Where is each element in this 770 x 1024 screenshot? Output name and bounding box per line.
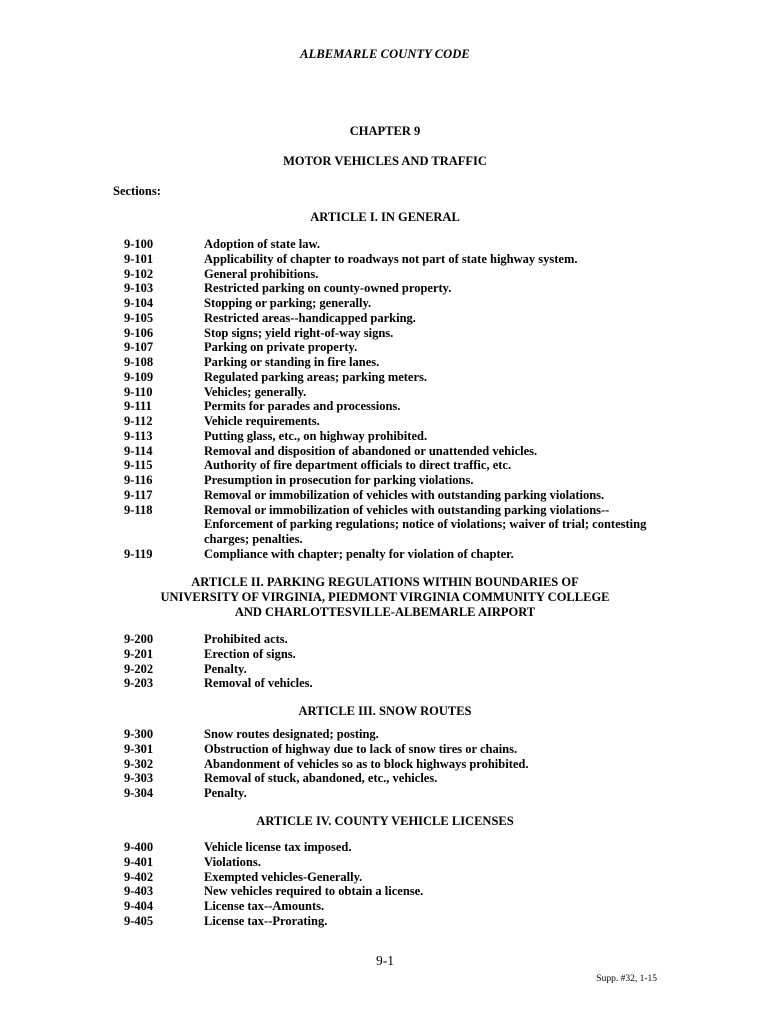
section-number: 9-403 — [124, 884, 154, 899]
section-number: 9-400 — [124, 840, 154, 854]
section-number: 9-202 — [124, 661, 154, 676]
section-entry — [124, 840, 664, 855]
section-entry — [124, 311, 664, 326]
section-title: Regulated parking areas; parking meters. — [204, 369, 428, 384]
section-title: Authority of fire department officials to direct traffic, etc. — [204, 458, 512, 473]
section-number: 9-304 — [124, 786, 154, 800]
section-title: Vehicle requirements. — [204, 414, 320, 428]
section-title: Removal or immobilization of vehicles with outstanding parking violations-- — [204, 502, 610, 517]
section-number: 9-200 — [124, 632, 154, 646]
section-title: Removal of vehicles. — [204, 676, 313, 691]
supplement-note: Supp. #32, 1-15 — [596, 974, 657, 984]
section-entry — [124, 757, 664, 772]
chapter-title: MOTOR VEHICLES AND TRAFFIC — [283, 154, 487, 168]
section-number: 9-114 — [124, 443, 153, 458]
section-entry — [124, 237, 664, 252]
article-heading-line: AND CHARLOTTESVILLE-ALBEMARLE AIRPORT — [234, 605, 536, 619]
section-entry — [124, 855, 664, 870]
section-title: Vehicle license tax imposed. — [204, 840, 352, 854]
section-title: Parking or standing in fire lanes. — [204, 355, 380, 369]
section-number: 9-101 — [124, 251, 154, 266]
section-title: Vehicles; generally. — [204, 384, 307, 399]
section-number: 9-113 — [124, 428, 153, 443]
section-number: 9-104 — [124, 296, 154, 310]
section-number: 9-203 — [124, 676, 154, 691]
section-number: 9-300 — [124, 727, 154, 741]
section-entry — [124, 914, 664, 929]
section-title: Putting glass, etc., on highway prohibited. — [204, 428, 428, 443]
section-entry — [124, 429, 664, 444]
section-number: 9-107 — [124, 340, 154, 355]
section-number: 9-303 — [124, 771, 154, 786]
section-entry — [124, 340, 664, 355]
section-title: License tax--Prorating. — [204, 913, 328, 928]
section-number: 9-405 — [124, 913, 154, 928]
running-header: ALBEMARLE COUNTY CODE — [300, 47, 470, 61]
section-list — [124, 840, 664, 929]
article-heading — [0, 814, 770, 829]
section-title: License tax--Amounts. — [204, 899, 325, 913]
article-heading — [0, 575, 770, 620]
section-title: Restricted parking on county-owned property. — [204, 281, 452, 296]
section-entry — [124, 676, 664, 691]
section-title: Removal and disposition of abandoned or unattended vehicles. — [204, 443, 538, 458]
section-entry — [124, 444, 664, 459]
section-title: Erection of signs. — [204, 646, 296, 661]
section-entry — [124, 771, 664, 786]
section-title: Obstruction of highway due to lack of snow tires or chains. — [204, 741, 518, 756]
section-title: General prohibitions. — [204, 266, 319, 281]
section-title: Restricted areas--handicapped parking. — [204, 310, 416, 325]
section-entry — [124, 870, 664, 885]
article-heading-line: ARTICLE II. PARKING REGULATIONS WITHIN BOUNDARIES OF — [191, 575, 579, 589]
section-title: Compliance with chapter; penalty for violation of chapter. — [204, 546, 514, 561]
section-entry — [124, 662, 664, 677]
section-title: Stop signs; yield right-of-way signs. — [204, 325, 394, 340]
section-entry — [124, 786, 664, 801]
section-number: 9-118 — [124, 502, 153, 517]
article-heading-line: ARTICLE I. IN GENERAL — [310, 210, 460, 224]
section-entry — [124, 326, 664, 341]
section-entry — [124, 884, 664, 899]
section-number: 9-108 — [124, 355, 154, 369]
section-number: 9-109 — [124, 369, 154, 384]
section-title: Exempted vehicles-Generally. — [204, 869, 363, 884]
section-entry — [124, 503, 664, 518]
section-entry — [124, 632, 664, 647]
section-list — [124, 632, 664, 691]
section-number: 9-301 — [124, 741, 154, 756]
section-title: Violations. — [204, 854, 261, 869]
section-number: 9-117 — [124, 487, 153, 502]
section-entry — [124, 296, 664, 311]
section-entry — [124, 517, 664, 532]
section-entry — [124, 532, 664, 547]
section-title: Applicability of chapter to roadways not part of state highway system. — [204, 251, 578, 266]
section-title: Presumption in prosecution for parking violations. — [204, 473, 474, 487]
section-entry — [124, 727, 664, 742]
section-entry — [124, 355, 664, 370]
section-title: Stopping or parking; generally. — [204, 296, 372, 310]
section-entry — [124, 252, 664, 267]
section-number: 9-401 — [124, 854, 154, 869]
section-title: charges; penalties. — [204, 532, 303, 546]
section-title: Abandonment of vehicles so as to block highways prohibited. — [204, 756, 529, 771]
section-title: Enforcement of parking regulations; notice of violations; waiver of trial; contesting — [204, 517, 647, 532]
section-number — [124, 532, 204, 547]
section-entry — [124, 399, 664, 414]
section-number: 9-106 — [124, 325, 154, 340]
section-number — [124, 517, 204, 532]
section-number: 9-302 — [124, 756, 154, 771]
article-heading — [0, 704, 770, 719]
sections-label: Sections: — [113, 184, 161, 198]
section-number: 9-402 — [124, 869, 154, 884]
section-number: 9-110 — [124, 384, 153, 399]
section-number: 9-112 — [124, 414, 153, 428]
section-number: 9-115 — [124, 458, 153, 473]
section-entry — [124, 647, 664, 662]
section-entry — [124, 458, 664, 473]
section-title: Prohibited acts. — [204, 632, 288, 646]
section-entry — [124, 385, 664, 400]
section-entry — [124, 742, 664, 757]
section-number: 9-103 — [124, 281, 154, 296]
section-list — [124, 237, 664, 562]
section-number: 9-201 — [124, 646, 154, 661]
section-number: 9-116 — [124, 473, 153, 487]
section-number: 9-119 — [124, 546, 153, 561]
section-number: 9-105 — [124, 310, 154, 325]
section-title: Adoption of state law. — [204, 237, 320, 251]
section-entry — [124, 370, 664, 385]
section-list — [124, 727, 664, 801]
section-number: 9-111 — [124, 399, 152, 414]
section-title: Penalty. — [204, 786, 247, 800]
section-title: Removal or immobilization of vehicles with outstanding parking violations. — [204, 487, 605, 502]
section-title: Parking on private property. — [204, 340, 358, 355]
section-number: 9-102 — [124, 266, 154, 281]
section-entry — [124, 267, 664, 282]
section-entry — [124, 899, 664, 914]
chapter-number: CHAPTER 9 — [349, 124, 421, 138]
section-title: New vehicles required to obtain a license. — [204, 884, 424, 899]
section-title: Snow routes designated; posting. — [204, 727, 379, 741]
section-number: 9-404 — [124, 899, 154, 913]
article-heading-line: UNIVERSITY OF VIRGINIA, PIEDMONT VIRGINIA COMMUNITY COLLEGE — [160, 590, 610, 604]
page-number: 9-1 — [376, 953, 394, 968]
section-title: Removal of stuck, abandoned, etc., vehicles. — [204, 771, 438, 786]
section-entry — [124, 414, 664, 429]
article-heading — [0, 210, 770, 225]
section-entry — [124, 488, 664, 503]
section-entry — [124, 281, 664, 296]
section-entry — [124, 473, 664, 488]
section-title: Permits for parades and processions. — [204, 399, 401, 414]
section-number: 9-100 — [124, 237, 154, 251]
section-entry — [124, 547, 664, 562]
section-title: Penalty. — [204, 661, 247, 676]
article-heading-line: ARTICLE III. SNOW ROUTES — [298, 704, 472, 718]
article-heading-line: ARTICLE IV. COUNTY VEHICLE LICENSES — [256, 814, 514, 828]
